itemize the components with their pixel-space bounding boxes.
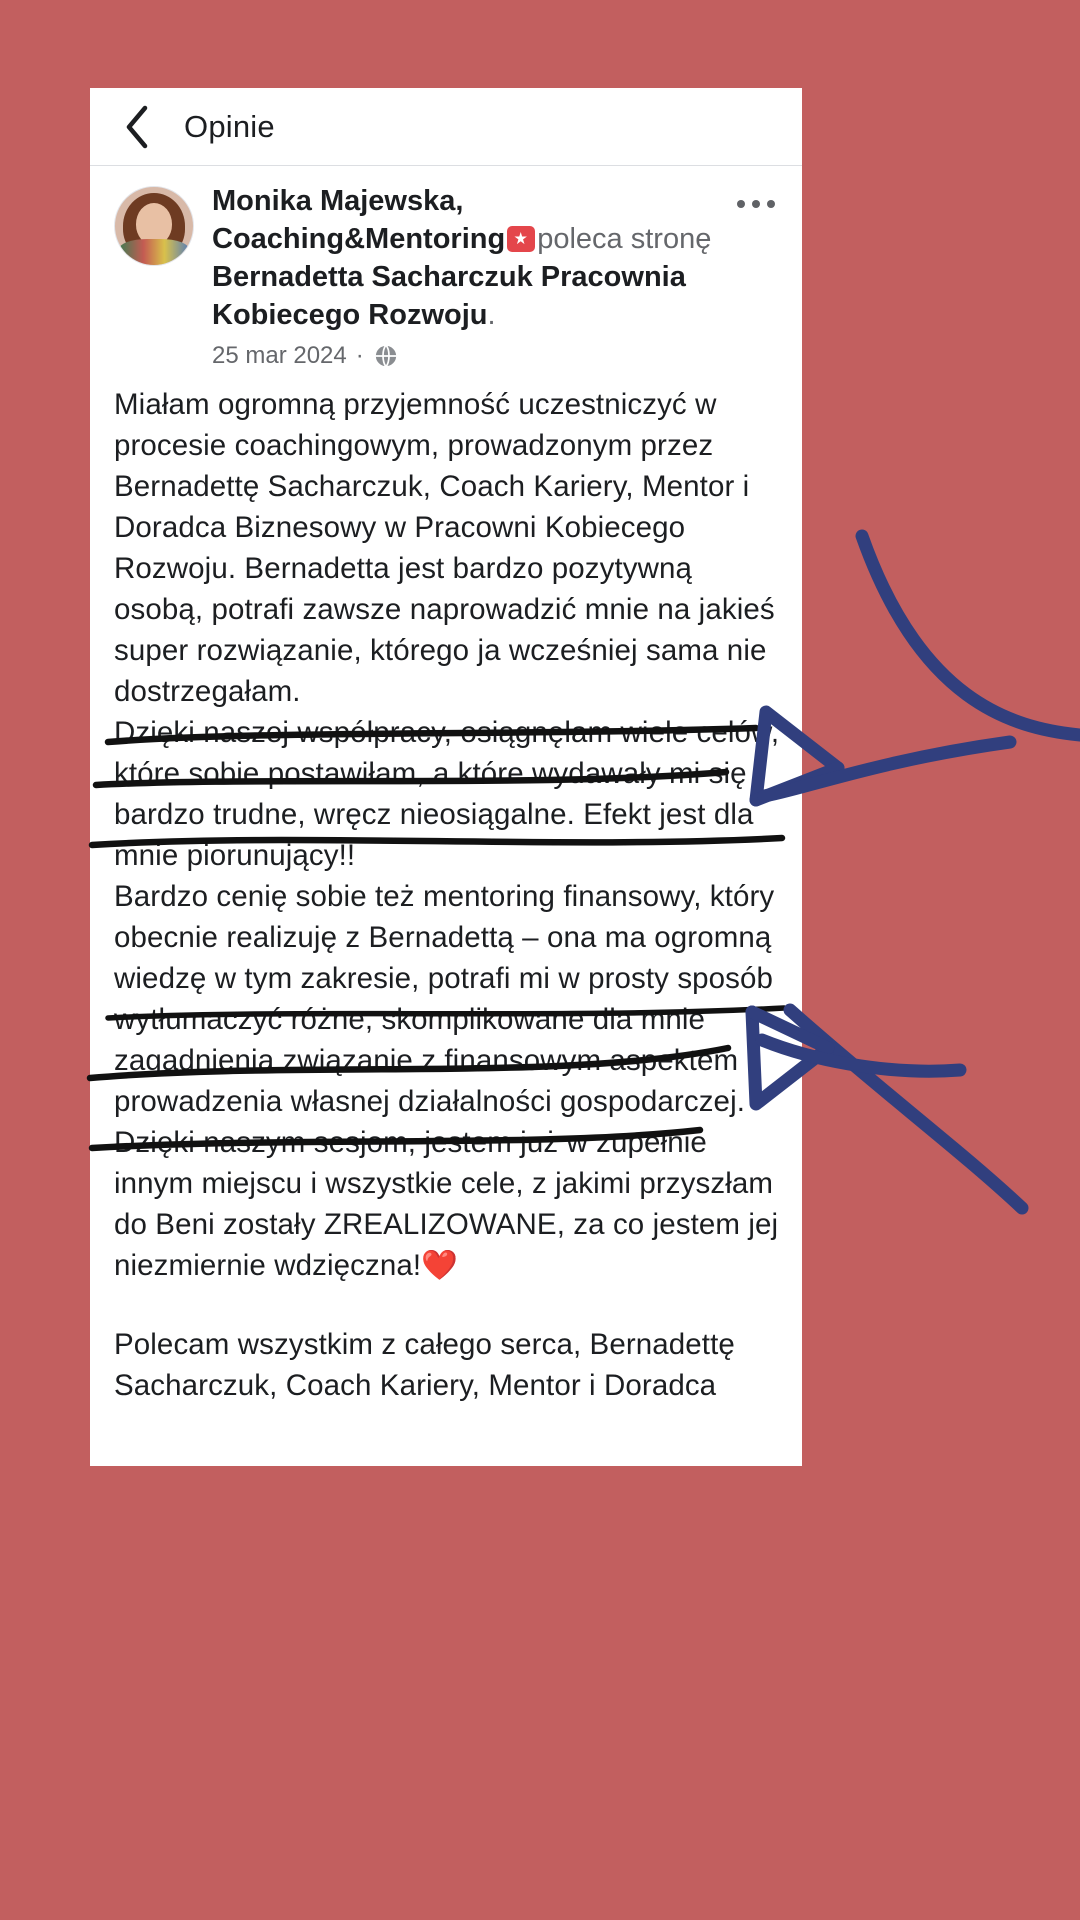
recommended-page-name[interactable]: Bernadetta Sacharczuk Pracownia Kobiecego Rozwoju [212, 261, 686, 331]
avatar[interactable] [114, 186, 194, 266]
recommend-object-prefix: stronę [630, 223, 712, 255]
post-meta [212, 342, 724, 370]
dot [752, 200, 760, 208]
attribution-period: . [487, 299, 496, 331]
post-header-text [212, 182, 782, 370]
post-header [90, 166, 802, 370]
author-name[interactable]: Monika Majewska, Coaching&Mentoring [212, 185, 506, 255]
post-paragraph-2: Dzięki naszej współpracy, osiągnęłam wiele celów, które sobie postawiłam, a które wydawały mi się bardzo trudne, wręcz nieosiągalne. Efekt jest dla mnie piorunujący!! [114, 716, 780, 872]
avatar-body-shape [119, 239, 189, 265]
post-attribution [212, 182, 724, 334]
paragraph-spacer [114, 1286, 780, 1324]
globe-icon[interactable] [373, 343, 399, 369]
post-paragraph-3: Bardzo cenię sobie też mentoring finansowy, który obecnie realizuję z Bernadettą – ona ma ogromną wiedzę w tym zakresie, potrafi mi w prosty sposób wytłumaczyć różne, skomplikowane dla mnie zagadnienia związanie z finansowym aspektem prowadzenia własnej działalności gospodarczej. [114, 880, 775, 1118]
more-options-icon[interactable] [728, 184, 784, 224]
post-paragraph-1: Miałam ogromną przyjemność uczestniczyć w procesie coachingowym, prowadzonym przez Bernadettę Sacharczuk, Coach Kariery, Mentor i Doradca Biznesowy w Pracowni Kobiecego Rozwoju. Bernadetta jest bardzo pozytywną osobą, potrafi zawsze naprowadzić mnie na jakieś super rozwiązanie, którego ja wcześniej sama nie dostrzegałam. [114, 388, 775, 708]
meta-separator: · [355, 342, 364, 369]
post-body [90, 370, 802, 1406]
app-top-bar [90, 88, 802, 166]
recommend-verb: poleca [537, 223, 623, 255]
chevron-left-icon[interactable] [114, 104, 160, 150]
dot [737, 200, 745, 208]
post-date: 25 mar 2024 [212, 342, 347, 369]
dot [767, 200, 775, 208]
phone-screenshot [90, 88, 802, 1466]
recommendation-flag-icon [507, 226, 535, 252]
post-paragraph-4: Dzięki naszym sesjom, jestem już w zupełnie innym miejscu i wszystkie cele, z jakimi przyszłam do Beni zostały ZREALIZOWANE, za co jestem jej niezmiernie wdzięczna!❤️ [114, 1126, 779, 1282]
page-title: Opinie [184, 108, 275, 144]
post-paragraph-5: Polecam wszystkim z całego serca, Bernadettę Sacharczuk, Coach Kariery, Mentor i Doradca [114, 1328, 735, 1402]
arrow-upper [756, 536, 1080, 800]
